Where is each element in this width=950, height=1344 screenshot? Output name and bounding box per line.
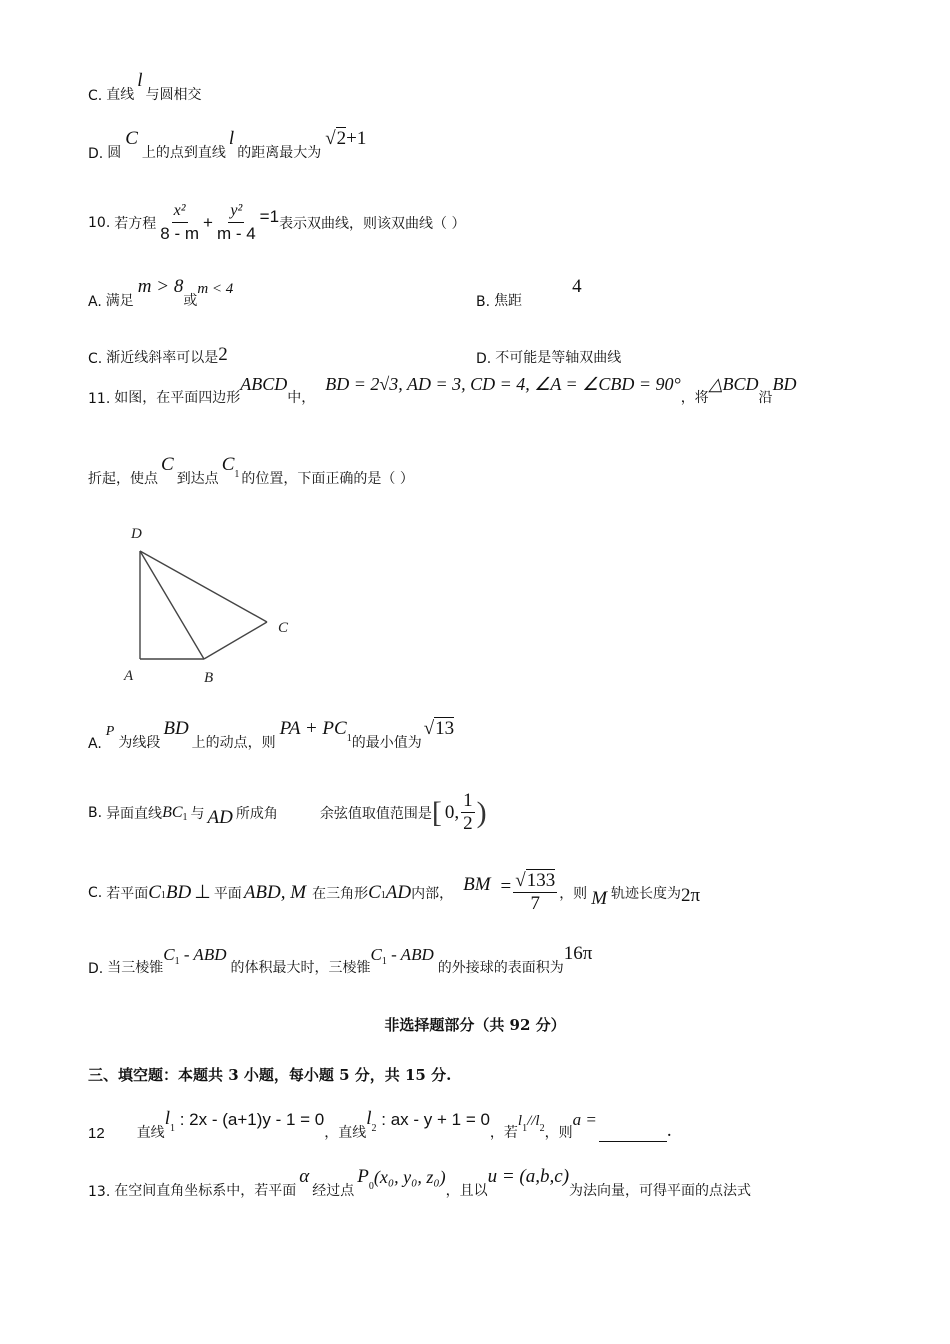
sqrt-expression: √2 <box>325 128 347 149</box>
label-a: A <box>124 668 134 684</box>
q11-stem-line1: 11. 如图，在平面四边形 ABCD 中， BD = 2√3, AD = 3, CD = 4, ∠A = ∠CBD = 90° ，将 △BCD 沿 BD <box>88 374 797 407</box>
sqrt-13: √13 <box>423 718 455 739</box>
fraction-sqrt133-7: $\frac{√133}{7}$ <box>515 870 556 914</box>
part3-heading: 三、填空题：本题共 3 小题，每小题 5 分，共 15 分. <box>88 1066 452 1084</box>
fraction-x2: $\frac{\text{x²}}{8 - m}$ <box>160 202 199 243</box>
q10-option-a: A. 满足 m > 8 或 m < 4 <box>88 276 234 310</box>
q12: 12 直线 l 1 : 2x - (a+1)y - 1 = 0 ，直线 l 2 : ax - y + 1 = 0 ，若 l 1 //l 2 ，则 a = . <box>88 1108 672 1142</box>
label-d: D <box>131 526 142 542</box>
answer-blank[interactable] <box>599 1141 667 1142</box>
quadrilateral-figure <box>118 518 308 693</box>
q11-option-c: C. 若平面 C 1 BD ⊥ 平面 ABD, M 在三角形 C 1 AD 内部， BM = $\frac{√133}{7}$ ，则 M 轨迹长度为 2π <box>88 870 701 914</box>
q11-option-b: B. 异面直线 BC 1 与 AD 所成角 余弦值取值范围是 [ 0, $\frac{1}{2}$ ) <box>88 790 487 834</box>
section-heading: 非选择题部分（共 92 分） <box>384 1016 566 1034</box>
q11-stem-line2: 折起，使点 C 到达点 C 1 的位置，下面正确的是（ ） <box>88 454 414 487</box>
label-c: C <box>278 620 289 636</box>
q10-option-c: C. 渐近线斜率可以是 2 <box>88 344 228 367</box>
label-b: B <box>204 670 214 686</box>
q11-option-d: D. 当三棱锥 C 1 - ABD 的体积最大时，三棱锥 C 1 - ABD 的外接球的表面积为 16π <box>88 943 593 977</box>
q9-option-c: C. 直线 l 与圆相交 <box>88 70 202 104</box>
q13: 13. 在空间直角坐标系中，若平面 α 经过点 P 0 (x₀, y₀, z₀) ，且以 u = (a,b,c) 为法向量，可得平面的点法式 <box>88 1166 752 1200</box>
q10-stem: 10. 若方程 $\frac{\text{x²}}{8 - m}$ + $\frac{\text{y²}}{m - 4}$ =1 表示双曲线，则该双曲线（ ） <box>88 202 466 243</box>
q10-options-row1 <box>88 276 868 310</box>
q9-option-d: D. 圆 C 上的点到直线 l 的距离最大为 √2 +1 <box>88 128 367 162</box>
q10-option-b: B. 焦距 4 <box>476 276 582 310</box>
fraction-y2: $\frac{\text{y²}}{m - 4}$ <box>216 202 256 243</box>
q11-option-a: A. P 为线段 BD 上的动点，则 PA + PC 1 的最小值为 √13 <box>88 718 455 752</box>
q10-option-d: D. 不可能是等轴双曲线 <box>476 350 622 367</box>
fraction-half: $\frac{1}{2}$ <box>463 790 473 834</box>
q10-options-row2 <box>88 345 868 367</box>
